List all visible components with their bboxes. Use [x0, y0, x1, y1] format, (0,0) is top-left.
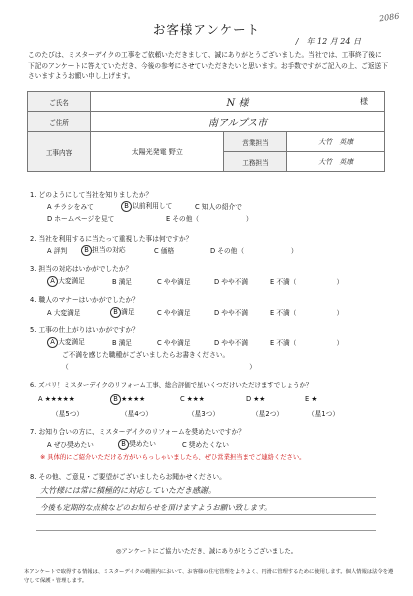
document-number: 2086	[378, 11, 400, 24]
q6-option-a-stars: ★★★★★	[44, 395, 75, 403]
q6-sub-d: （星2つ）	[252, 410, 284, 418]
q1-option-d: D ホームページを見て	[47, 215, 115, 223]
q3-option-b: B 満足	[112, 278, 133, 286]
work-label: 工事内容	[28, 132, 91, 172]
construction-label: 工務担当	[224, 152, 287, 172]
q7-option-b	[118, 438, 156, 450]
q3-option-a	[47, 275, 85, 287]
q7-option-c: C 奨めたくない	[182, 441, 229, 449]
q5-option-d: D やや不満	[214, 339, 249, 347]
q3-text: 3. 担当の対応はいかがでしたか？	[30, 265, 133, 273]
q6-option-c: C ★★★	[180, 395, 205, 403]
q7-text: 7. お知り合いの方に、ミスターデイクのリフォームを奨めたいですか？	[30, 428, 245, 436]
survey-date: / 年 12 月 24 日	[295, 37, 361, 46]
q1-option-a: A チラシをみて	[47, 203, 94, 211]
q5-note: ご不満を感じた職種がございましたらお書きください。	[62, 351, 230, 359]
q8-rule-2	[36, 514, 376, 515]
q6-option-b-stars: ★★★★	[121, 395, 146, 403]
address-value: 南アルプス市	[91, 112, 385, 132]
q6-option-a-letter: A	[38, 395, 43, 403]
q4-option-e: E 不満（ ）	[270, 309, 344, 317]
q2-option-a: A 評判	[47, 247, 68, 255]
q5-option-e: E 不満（ ）	[270, 339, 344, 347]
q4-circled-b: B	[110, 307, 121, 318]
q4-option-b-label: 満足	[121, 308, 135, 316]
q8-comment-line1: 大竹様には常に積極的に対応していただき感謝。	[40, 486, 216, 495]
q6-sub-a: （星5つ）	[52, 410, 84, 418]
q2-option-b	[81, 244, 126, 256]
address-label: ご住所	[28, 112, 91, 132]
q2-text: 2. 当社を利用するに当たって重視した事は何ですか？	[30, 235, 193, 243]
q1-option-e: E その他（ ）	[166, 215, 253, 223]
q7-circled-b: B	[118, 439, 129, 450]
sales-label: 営業担当	[224, 132, 287, 152]
q3-option-a-label: 大変満足	[58, 277, 85, 285]
name-value: N 様	[226, 98, 249, 109]
q3-option-d: D やや不満	[214, 278, 249, 286]
q7-option-a: A ぜひ奨めたい	[47, 441, 94, 449]
construction-value: 大竹 英康	[287, 152, 385, 172]
privacy-footer: 本アンケートで取得する情報は、ミスターデイクの範囲内において、お客様の住宅管理をよりよく、円滑に管理するために使用します。個人情報は法令を遵守して保護・管理します。	[24, 569, 394, 584]
q4-option-a: A 大変満足	[47, 309, 81, 317]
q1-text: 1. どのようにして当社を知りましたか？	[30, 191, 153, 199]
q5-option-c: C やや満足	[157, 339, 191, 347]
q5-text: 5. 工事の仕上がりはいかがですか？	[30, 326, 139, 334]
customer-info-table	[27, 91, 385, 172]
q1-option-c: C 知人の紹介で	[195, 203, 242, 211]
q6-sub-e: （星1つ）	[308, 410, 340, 418]
q4-option-d: D やや不満	[214, 309, 249, 317]
q1-circled-b: B	[121, 201, 132, 212]
q4-option-c: C やや満足	[157, 309, 191, 317]
survey-title: お客様アンケート	[152, 22, 261, 37]
q3-option-e: E 不満（ ）	[270, 278, 344, 286]
q5-paren: （ ）	[62, 363, 256, 371]
q6-sub-b: （星4つ）	[121, 410, 153, 418]
q6-text: 6. ズバリ！ミスターデイクのリフォーム工事、総合評価で星いくつだけいただけますでしょうか？	[30, 381, 313, 389]
q6-circled-b: B	[110, 394, 121, 405]
q2-circled-b: B	[81, 245, 92, 256]
q8-text: 8. その他、ご意見・ご要望がございましたらお聞かせください。	[30, 473, 226, 481]
q2-option-b-label: 担当の対応	[92, 246, 126, 254]
q5-option-a-label: 大変満足	[58, 338, 85, 346]
q4-option-b	[110, 306, 135, 318]
q5-option-a	[47, 336, 85, 348]
q7-option-b-label: 奨めたい	[129, 440, 156, 448]
name-label: ご氏名	[28, 92, 91, 112]
work-value: 太陽光発電 野立	[91, 132, 224, 172]
q8-rule-1	[36, 497, 376, 498]
intro-text: このたびは、ミスターデイクの工事をご依頼いただきまして、誠にありがとうございました。当社では、工事終了後に下記のアンケートに答えていただき、今後の参考にさせていただきたいと思います。お手数ですがご記入の上、ご返送下さいますようお願い申し上げます。	[28, 51, 388, 80]
q6-option-e: E ★	[305, 395, 318, 403]
q4-text: 4. 職人のマナーはいかがでしたか？	[30, 296, 139, 304]
sales-value: 大竹 英康	[287, 132, 385, 152]
q8-comment-line2: 今後も定期的な点検などのお知らせを頂けますようお願い致します。	[40, 503, 272, 512]
q2-option-d: D その他（ ）	[210, 247, 298, 255]
q1-option-b	[121, 200, 172, 212]
q7-note: ※ 具体的にご紹介いただける方がいらっしゃいましたら、ぜひ営業担当までご連絡ください。	[40, 454, 306, 461]
q5-circled-a: A	[47, 337, 58, 348]
name-suffix: 様	[360, 97, 368, 106]
q1-option-b-label: 以前利用して	[132, 202, 173, 210]
thanks-text: ◎アンケートにご協力いただき、誠にありがとうございました。	[115, 548, 298, 555]
q5-option-b: B 満足	[112, 339, 133, 347]
q6-option-a	[38, 395, 75, 403]
q6-option-d: D ★★	[246, 395, 266, 403]
q3-circled-a: A	[47, 276, 58, 287]
q6-option-b	[110, 394, 145, 405]
q2-option-c: C 価格	[154, 247, 175, 255]
q6-sub-c: （星3つ）	[188, 410, 220, 418]
q8-rule-3	[36, 530, 376, 531]
q3-option-c: C やや満足	[157, 278, 191, 286]
